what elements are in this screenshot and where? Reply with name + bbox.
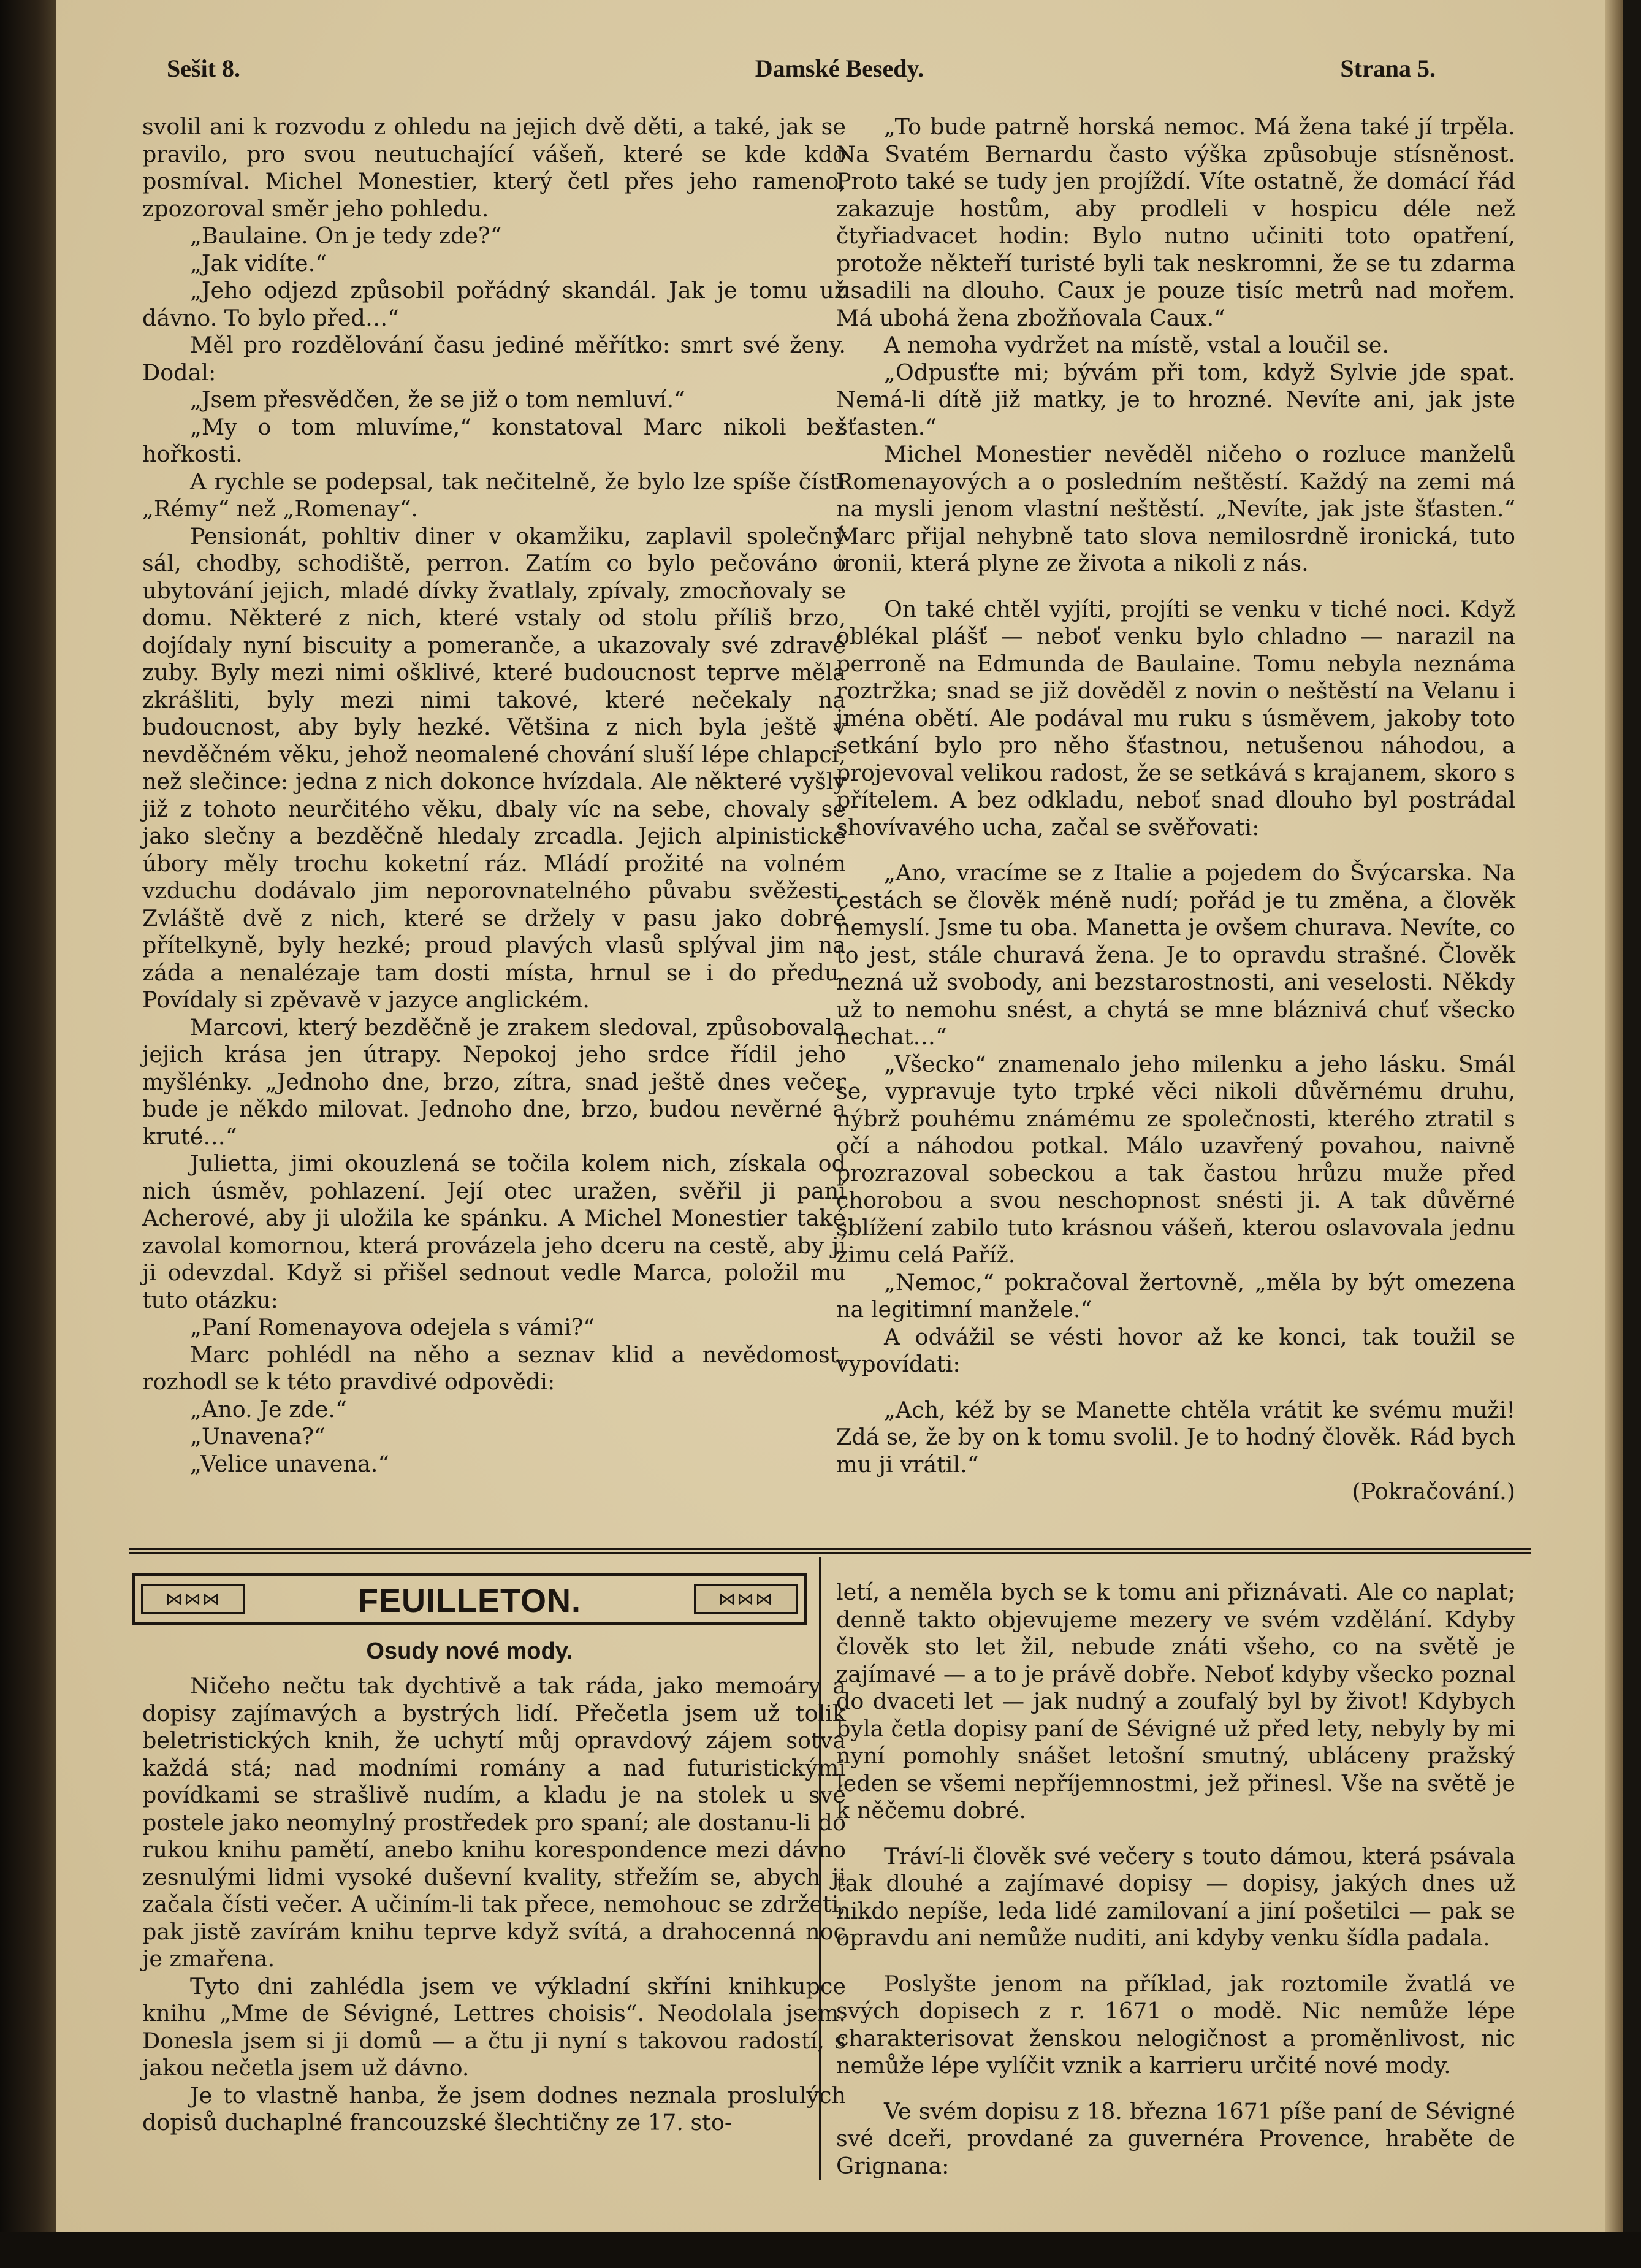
paragraph: „Baulaine. On je tedy zde?“	[190, 223, 502, 249]
ornament-right: ⋈⋈⋈	[694, 1584, 798, 1614]
paragraph: Měl pro rozdělování času jediné měřítko: smrt své ženy. Dodal:	[142, 332, 846, 386]
paragraph: „Odpusťte mi; bývám při tom, když Sylvie jde spat. Nemá-li dítě již matky, je to hrozné. Nevíte ani, jak jste šťasten.“	[836, 359, 1515, 440]
paragraph: Marcovi, který bezděčně je zrakem sledoval, způsobovala jejich krása jen útrapy. Nepokoj jeho srdce řídil jeho myšlénky. „Jednoho dne, brzo, zítra, snad ještě dnes večer bude je někdo milovat. Jednoho dne, brzo, budou nevěrné a kruté…“	[142, 1014, 846, 1150]
paragraph: „Ano. Je zde.“	[190, 1396, 347, 1422]
feuilleton-heading-box	[132, 1573, 807, 1625]
paragraph: „Jsem přesvědčen, že se již o tom nemluví.“	[190, 386, 685, 413]
paragraph: „Všecko“ znamenalo jeho milenku a jeho lásku. Smál se, vypravuje tyto trpké věci nikoli důvěrnému druhu, nýbrž pouhému známému ze společnosti, kterého ztratil s očí a náhodou potkal. Málo uzavřený povahou, naivně prozrazoval sobeckou a tak častou hrůzu muže před chorobou a svou neschopnost snésti ji. A tak důvěrné sblížení zabilo tuto krásnou vášeň, kterou oslavovala jednu zimu celá Paříž.	[836, 1050, 1515, 1268]
paragraph: Michel Monestier nevěděl ničeho o rozluce manželů Romenayových a o posledním neštěstí. Každý na zemi má na mysli jenom vlastní neštěstí. „Nevíte, jak jste šťasten.“ Marc přijal nehybně tato slova nemilosrdně ironická, tuto ironii, která plyne ze života a nikoli z nás.	[836, 441, 1515, 576]
ornament-left: ⋈⋈⋈	[141, 1584, 245, 1614]
paragraph: Julietta, jimi okouzlená se točila kolem nich, získala od nich úsměv, pohlazení. Její otec uražen, svěřil ji paní Acherové, aby ji uložila ke spánku. A Michel Monestier také zavolal komornou, která provázela jeho dceru na cestě, aby jí ji odevzdal. Když si přišel sednout vedle Marca, položil mu tuto otázku:	[142, 1150, 846, 1313]
paragraph: „Unavena?“	[190, 1423, 326, 1449]
paragraph: „Jak vidíte.“	[190, 250, 327, 277]
section-divider-thin	[129, 1552, 1531, 1554]
paragraph: On také chtěl vyjíti, projíti se venku v tiché noci. Když oblékal plášť — neboť venku bylo chladno — narazil na perroně na Edmunda de Baulaine. Tomu nebyla neznáma roztržka; snad se již dověděl z novin o neštěstí na Velanu i jména obětí. Ale podával mu ruku s úsměvem, jakoby toto setkání bylo pro něho šťastnou, netušenou náhodou, a projevoval velikou radost, že se setkává s krajanem, skoro s přítelem. A bez odkladu, neboť snad dlouho byl postrádal shovívavého ucha, začal se svěřovati:	[836, 595, 1515, 841]
continuation-line	[836, 1478, 1515, 1506]
paragraph: Marc pohlédl na něho a seznav klid a nevědomost, rozhodl se k této pravdivé odpovědi:	[142, 1341, 846, 1395]
feuilleton-title: FEUILLETON.	[357, 1583, 581, 1619]
continued-note: (Pokračování.)	[1352, 1478, 1515, 1505]
section-divider	[129, 1548, 1531, 1550]
page-header	[56, 43, 1623, 92]
scan-background	[0, 2232, 1641, 2268]
paragraph: „Ach, kéž by se Manette chtěla vrátit ke svému muži! Zdá se, že by on k tomu svolil. Je to hodný člověk. Rád bych mu ji vrátil.“	[836, 1396, 1515, 1478]
paragraph: A odvážil se vésti hovor až ke konci, tak toužil se vypovídati:	[836, 1323, 1515, 1377]
feuilleton-column-left	[142, 1673, 846, 2137]
page-number: Strana 5.	[1340, 55, 1436, 82]
paragraph: „Jeho odjezd způsobil pořádný skandál. Jak je tomu už dávno. To bylo před…“	[142, 277, 846, 331]
paragraph: „To bude patrně horská nemoc. Má žena také jí trpěla. Na Svatém Bernardu často výška způsobuje stísněnost. Proto také se tudy jen projíždí. Víte ostatně, že domácí řád zakazuje hostům, aby prodleli v hospicu déle než čtyřiadvacet hodin: Bylo nutno učiniti toto opatření, protože někteří turisté byli tak neskromni, že se tu zdarma usadili na dlouho. Caux je pouze tisíc metrů nad mořem. Má ubohá žena zbožňovala Caux.“	[836, 113, 1515, 331]
paragraph: „Velice unavena.“	[190, 1450, 390, 1477]
magazine-title: Damské Besedy.	[755, 55, 924, 82]
paragraph: „Paní Romenayova odejela s vámi?“	[190, 1314, 595, 1340]
novel-column-right	[836, 113, 1515, 1506]
paragraph: Tráví-li člověk své večery s touto dámou, která psávala tak dlouhé a zajímavé dopisy — dopisy, jakých dnes už nikdo nepíše, leda lidé zamilovaní a jiní pošetilci — pak se opravdu ani nemůže nuditi, ani kdyby venku šídla padala.	[836, 1842, 1515, 1951]
feuilleton-column-right	[836, 1579, 1515, 2180]
article-title: Osudy nové mody.	[366, 1638, 573, 1664]
paragraph: A nemoha vydržet na místě, vstal a loučil se.	[884, 332, 1389, 358]
paragraph: letí, a neměla bych se k tomu ani přiznávati. Ale co naplat; denně takto objevujeme mezery ve svém vzdělání. Kdyby člověk sto let žil, nebude znáti všeho, co na světě je zajímavé — a to je právě dobře. Neboť kdyby všecko poznal do dvaceti let — jak nudný a zoufalý byl by život! Kdybych byla četla dopisy paní de Sévigné už před lety, nebyly by mi nyní pomohly snášet letošní smutný, ubláceny pražský leden se všemi nepříjemnostmi, jež přinesl. Vše na světě je k něčemu dobré.	[836, 1579, 1515, 1823]
paragraph: Je to vlastně hanba, že jsem dodnes neznala proslulých dopisů duchaplné francouzské šlechtičny ze 17. sto-	[142, 2082, 846, 2136]
paragraph: „My o tom mluvíme,“ konstatoval Marc nikoli bez hořkosti.	[142, 413, 846, 467]
page-edge	[1605, 0, 1623, 2232]
issue-number: Sešit 8.	[167, 55, 240, 82]
paragraph: „Nemoc,“ pokračoval žertovně, „měla by být omezena na legitimní manžele.“	[836, 1269, 1515, 1323]
paragraph: Ničeho nečtu tak dychtivě a tak ráda, jako memoáry a dopisy zajímavých a bystrých lidí. Přečetla jsem už tolik beletristických knih, že uchytí můj opravdový zájem sotva každá stá; nad modními romány a nad futuristickými povídkami se strašlivě nudím, a kladu je na stolek u své postele jako neomylný prostředek pro spaní; ale dostanu-li do rukou knihu pamětí, anebo knihu korespondence mezi dávno zesnulými lidmi vysoké duševní kvality, střežím se, abych ji začala čísti večer. A učiním-li tak přece, nemohouc se zdržeti, pak jistě zavírám knihu teprve když svítá, a drahocenná noc je zmařena.	[142, 1673, 846, 1972]
paragraph: „Ano, vracíme se z Italie a pojedem do Švýcarska. Na cestách se člověk méně nudí; pořád je tu změna, a člověk nemyslí. Jsme tu oba. Manetta je ovšem churava. Nevíte, co to jest, stále churavá žena. Je to opravdu strašné. Člověk nezná už svobody, ani bezstarostnosti, ani veselosti. Někdy už to nemohu snést, a chytá se mne bláznivá chuť všecko nechat…“	[836, 860, 1515, 1050]
paragraph: Pensionát, pohltiv diner v okamžiku, zaplavil společný sál, chodby, schodiště, perron. Zatím co bylo pečováno o ubytování jejich, mladé dívky žvatlaly, zpívaly, zmocňovaly se domu. Některé z nich, které vstaly od stolu příliš brzo, dojídaly nyní biscuity a pomeranče, a ukazovaly své zdravé zuby. Byly mezi nimi ošklivé, které budoucnost teprve měla zkrášliti, byly mezi nimi takové, které nečekaly na budoucnost, aby byly hezké. Většina z nich byla ještě v nevděčném věku, jehož neomalené chování sluší lépe chlapci, než slečince: jedna z nich dokonce hvízdala. Ale některé vyšly již z tohoto neurčitého věku, dbaly víc na sebe, chovaly se jako slečny a bezděčně hledaly zrcadla. Jejich alpinistické úbory měly trochu koketní ráz. Mládí prožité na volném vzduchu dodávalo jim neporovnatelného půvabu svěžesti. Zvláště dvě z nich, které se držely v pasu jako dobré přítelkyně, byly hezké; proud plavých vlasů splýval jim na záda a nenalézaje tam dosti místa, hrnul se i do předu. Povídaly si zpěvavě v jazyce anglickém.	[142, 522, 846, 1013]
paragraph: Ve svém dopisu z 18. března 1671 píše paní de Sévigné své dceři, provdané za guvernéra Provence, hraběte de Grignana:	[836, 2098, 1515, 2179]
novel-column-left	[142, 113, 846, 1478]
paragraph: Poslyšte jenom na příklad, jak roztomile žvatlá ve svých dopisech z r. 1671 o modě. Nic nemůže lépe charakterisovat ženskou nelogičnost a proměnlivost, nic nemůže lépe vylíčit vznik a karrieru určité nové mody.	[836, 1970, 1515, 2079]
paragraph: svolil ani k rozvodu z ohledu na jejich dvě děti, a také, jak se pravilo, pro svou neutuchající vášeň, které se kde kdo posmíval. Michel Monestier, který četl přes jeho rameno, zpozoroval směr jeho pohledu.	[142, 113, 846, 222]
paragraph: Tyto dni zahlédla jsem ve výkladní skříni knihkupce knihu „Mme de Sévigné, Lettres choisis“. Neodolala jsem. Donesla jsem si ji domů — a čtu ji nyní s takovou radostí, s jakou nečetla jsem už dávno.	[142, 1972, 846, 2081]
magazine-page	[56, 0, 1623, 2232]
paragraph: A rychle se podepsal, tak nečitelně, že bylo lze spíše čísti „Rémy“ než „Romenay“.	[142, 468, 846, 522]
